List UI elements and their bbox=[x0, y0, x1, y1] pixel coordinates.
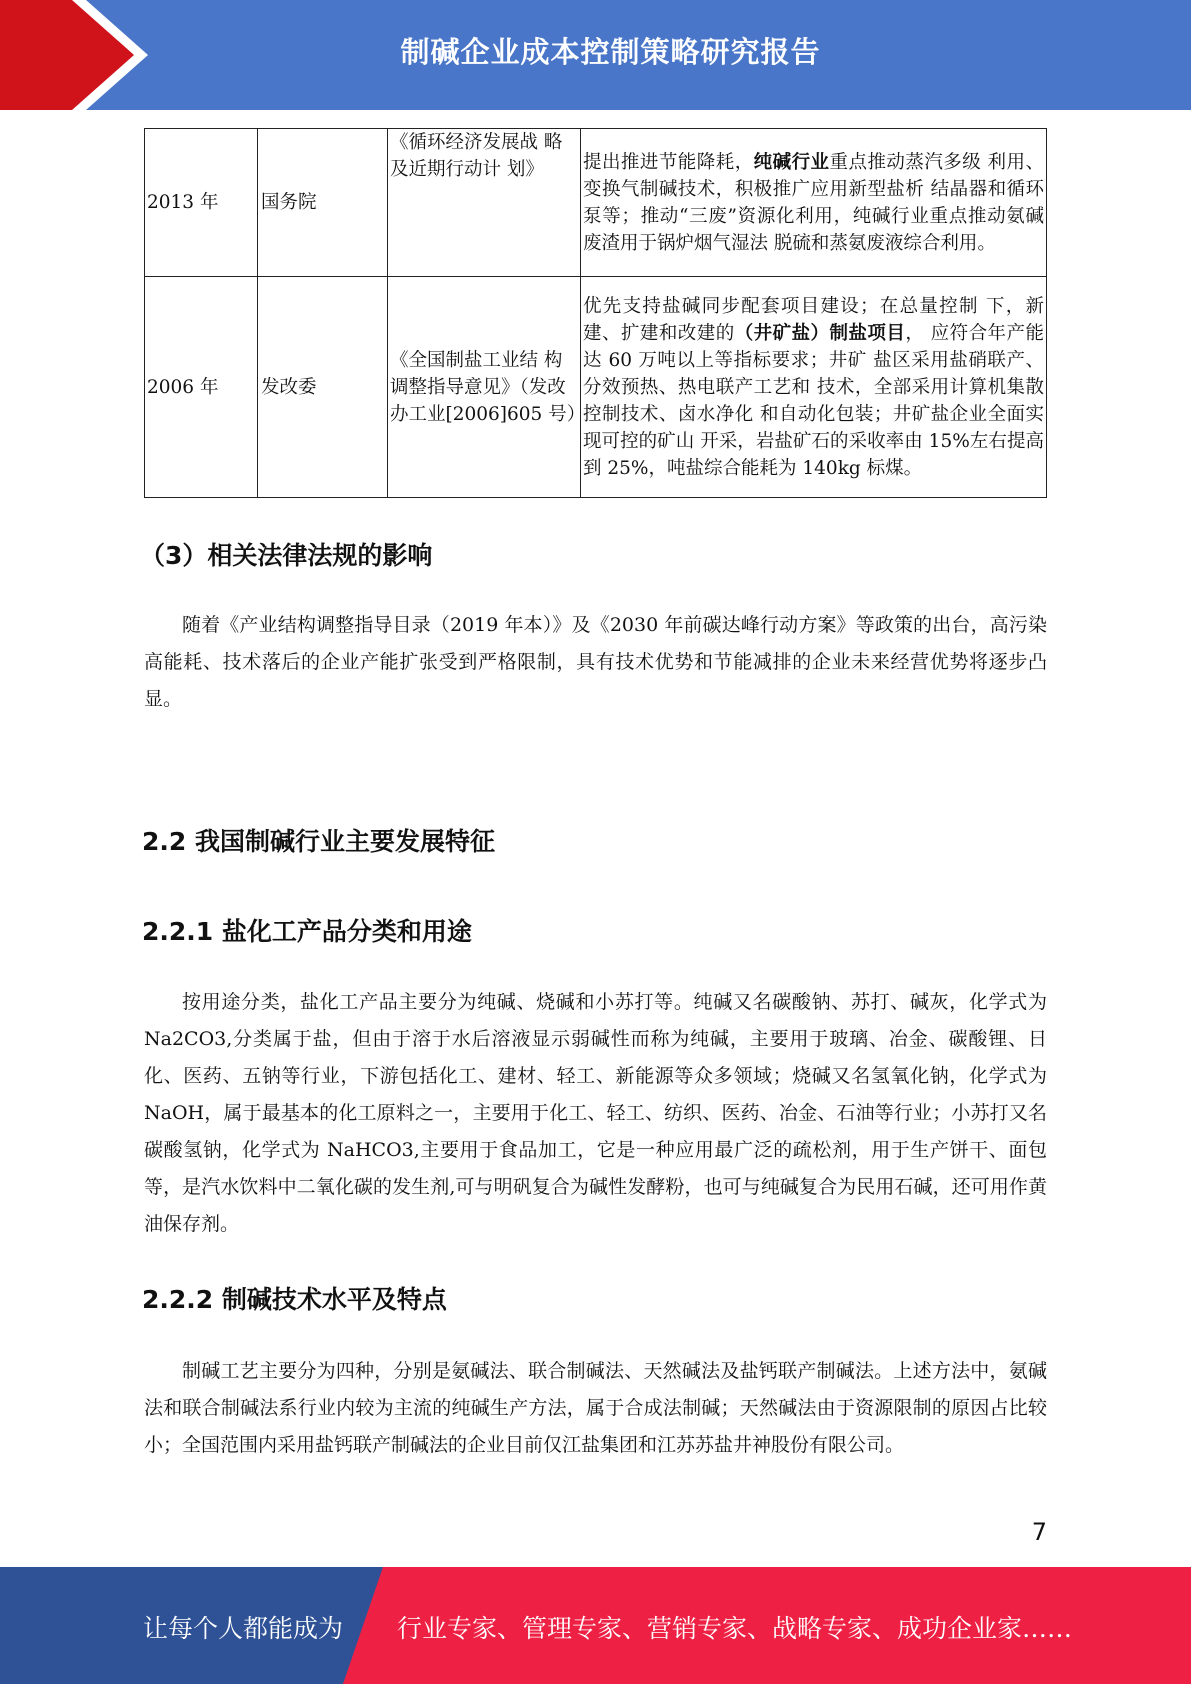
year-cell: 2006 年 bbox=[145, 277, 258, 498]
chapter-heading: 2.2 我国制碱行业主要发展特征 bbox=[142, 827, 495, 856]
page-header bbox=[0, 0, 1191, 110]
report-title: 制碱企业成本控制策略研究报告 bbox=[400, 35, 821, 69]
content-text: 优先支持盐碱同步配套项目建设；在总量控制 下，新建、扩建和改建的 bbox=[583, 295, 1044, 344]
content-cell bbox=[581, 277, 1047, 498]
subsection-paragraph: 制碱工艺主要分为四种，分别是氨碱法、联合制碱法、天然碱法及盐钙联产制碱法。上述方法中，氨碱法和联合制碱法系行业内较为主流的纯碱生产方法，属于合成法制碱；天然碱法由于资源限制的原因占比较小；全国范围内采用盐钙联产制碱法的企业目前仅江盐集团和江苏苏盐井神股份有限公司。 bbox=[144, 1360, 1047, 1456]
document-cell: 《全国制盐工业结 构调整指导意见》（发改办工业[2006]605 号） bbox=[388, 277, 581, 498]
content-text: ， 应符合年产能达 60 万吨以上等指标要求；井矿 盐区采用盐硝联产、分效预热、热电联产工艺和 技术，全部采用计算机集散控制技术、卤水净化 和自动化包装；井矿盐企业全面实现可控的矿山 开采，岩盐矿石的采收率由 15%左右提高到 25%，吨盐综合能耗为 140kg 标煤。 bbox=[583, 322, 1044, 479]
year-cell: 2013 年 bbox=[145, 129, 258, 277]
section-paragraph: 随着《产业结构调整指导目录（2019 年本）》及《2030 年前碳达峰行动方案》等政策的出台，高污染高能耗、技术落后的企业产能扩张受到严格限制，具有技术优势和节能减排的企业未来经营优势将逐步凸显。 bbox=[144, 614, 1047, 710]
page-number: 7 bbox=[1031, 1518, 1047, 1546]
agency-cell: 国务院 bbox=[258, 129, 388, 277]
content-highlight: （井矿盐）制盐项目 bbox=[734, 322, 906, 344]
content-text: 提出推进节能降耗， bbox=[583, 151, 754, 173]
footer-slogan-left: 让每个人都能成为 bbox=[143, 1614, 344, 1643]
subsection-paragraph: 按用途分类，盐化工产品主要分为纯碱、烧碱和小苏打等。纯碱又名碳酸钠、苏打、碱灰，化学式为 Na2CO3,分类属于盐，但由于溶于水后溶液显示弱碱性而称为纯碱，主要用于玻璃、冶金、碳酸锂、日化、医药、五钠等行业，下游包括化工、建材、轻工、新能源等众多领域；烧碱又名氢氧化钠，化学式为 NaOH，属于最基本的化工原料之一，主要用于化工、轻工、纺织、医药、冶金、石油等行业；小苏打又名碳酸氢钠，化学式为 NaHCO3,主要用于食品加工，它是一种应用最广泛的疏松剂，用于生产饼干、面包等，是汽水饮料中二氧化碳的发生剂,可与明矾复合为碱性发酵粉，也可与纯碱复合为民用石碱，还可用作黄油保存剂。 bbox=[144, 991, 1047, 1235]
content-highlight: 纯碱行业 bbox=[753, 151, 830, 173]
subsection-heading: 2.2.2 制碱技术水平及特点 bbox=[142, 1285, 447, 1314]
footer-slogan-right: 行业专家、管理专家、营销专家、战略专家、成功企业家…… bbox=[397, 1614, 1073, 1643]
page-footer bbox=[0, 1567, 1191, 1684]
content-text: 重点推动蒸汽多级 利用、变换气制碱技术，积极推广应用新型盐析 结晶器和循环泵等；推动“三废”资源化利用，纯碱行业重点推动氨碱废渣用于锅炉烟气湿法 脱硫和蒸氨废液综合利用。 bbox=[583, 151, 1044, 254]
table-row bbox=[145, 277, 1047, 498]
table-row bbox=[145, 129, 1047, 277]
document-cell: 《循环经济发展战 略及近期行动计 划》 bbox=[388, 129, 581, 277]
subsection-heading: 2.2.1 盐化工产品分类和用途 bbox=[142, 917, 472, 946]
content-cell bbox=[581, 129, 1047, 277]
agency-cell: 发改委 bbox=[258, 277, 388, 498]
policy-table bbox=[144, 128, 1047, 498]
section-heading: （3）相关法律法规的影响 bbox=[140, 541, 433, 570]
